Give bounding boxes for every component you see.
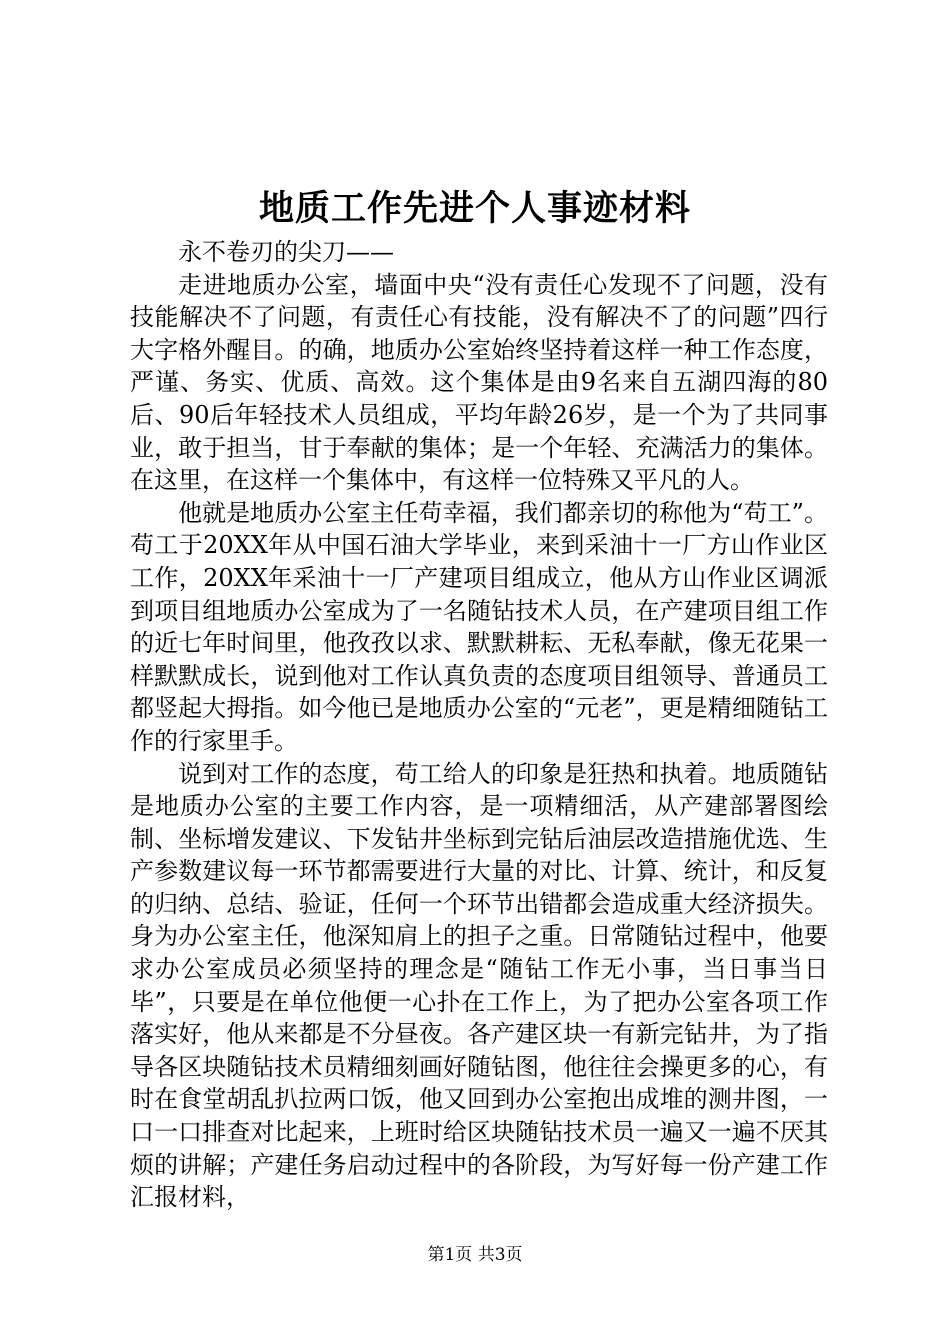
paragraph: 他就是地质办公室主任苟幸福，我们都亲切的称他为“苟工”。苟工于20XX年从中国石油大学毕业，来到采油十一厂方山作业区工作，20XX年采油十一厂产建项目组成立，他从方山作业区调派到项目组地质办公室成为了一名随钻技术人员，在产建项目组工作的近七年时间里，他孜孜以求、默默耕耘、无私奉献，像无花果一样默默成长，说到他对工作认真负责的态度项目组领导、普通员工都竖起大拇指。如今他已是地质办公室的“元老”，更是精细随钻工作的行家里手。 [130,498,828,755]
page-footer: 第1页 共3页 [427,1245,523,1265]
paragraph: 说到对工作的态度，苟工给人的印象是狂热和执着。地质随钻是地质办公室的主要工作内容，是一项精细活，从产建部署图绘制、坐标增发建议、下发钻井坐标到完钻后油层改造措施优选、生产参数建议每一环节都需要进行大量的对比、计算、统计，和反复的归纳、总结、验证，任何一个环节出错都会造成重大经济损失。身为办公室主任，他深知肩上的担子之重。日常随钻过程中，他要求办公室成员必须坚持的理念是“随钻工作无小事，当日事当日毕”，只要是在单位他便一心扑在工作上，为了把办公室各项工作落实好，他从来都是不分昼夜。各产建区块一有新完钻井，为了指导各区块随钻技术员精细刻画好随钻图，他往往会操更多的心，有时在食堂胡乱扒拉两口饭，他又回到办公室抱出成堆的测井图，一口一口排查对比起来，上班时给区块随钻技术员一遍又一遍不厌其烦的讲解；产建任务启动过程中的各阶段，为写好每一份产建工作汇报材料， [130,759,828,1212]
document-body [130,236,828,1214]
document-title: 地质工作先进个人事迹材料 [258,188,691,229]
paragraph: 走进地质办公室，墙面中央“没有责任心发现不了问题，没有技能解决不了问题，有责任心有技能，没有解决不了的问题”四行大字格外醒目。的确，地质办公室始终坚持着这样一种工作态度，严谨、务实、优质、高效。这个集体是由9名来自五湖四海的80后、90后年轻技术人员组成，平均年龄26岁，是一个为了共同事业，敢于担当，甘于奉献的集体；是一个年轻、充满活力的集体。在这里，在这样一个集体中，有这样一位特殊又平凡的人。 [130,270,828,495]
paragraph-subtitle: 永不卷刃的尖刀—— [178,238,394,266]
